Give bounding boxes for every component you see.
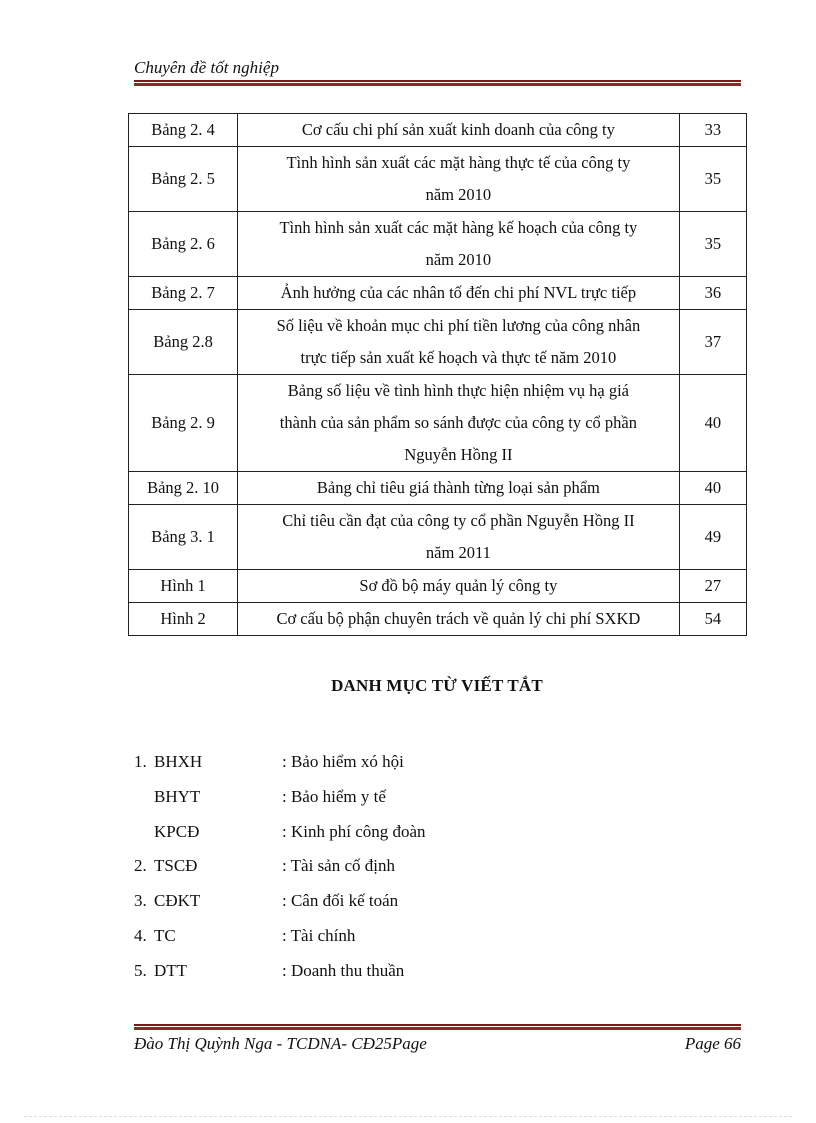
header-divider — [134, 80, 741, 86]
list-of-tables-body — [129, 114, 747, 636]
abbreviation-definition: : Doanh thu thuần — [282, 960, 405, 980]
abbreviation-number: 4. — [134, 925, 147, 945]
table-label-cell: Bảng 3. 1 — [129, 505, 238, 570]
abbreviation-definition: : Kinh phí công đoàn — [282, 821, 426, 841]
table-page-cell: 33 — [679, 114, 746, 147]
table-page-cell: 40 — [679, 375, 746, 472]
list-item — [134, 852, 534, 887]
table-label-cell: Bảng 2. 9 — [129, 375, 238, 472]
table-row — [129, 375, 747, 472]
list-of-tables — [128, 113, 747, 636]
abbreviations-title: DANH MỤC TỪ VIẾT TẮT — [331, 676, 543, 695]
table-label-cell: Bảng 2. 4 — [129, 114, 238, 147]
table-row — [129, 472, 747, 505]
table-title-line: Tình hình sản xuất các mặt hàng thực tế của công ty — [286, 153, 631, 172]
table-label-cell: Bảng 2. 7 — [129, 277, 238, 310]
page-header-title: Chuyên đề tốt nghiệp — [134, 58, 279, 77]
footer-divider — [134, 1024, 741, 1030]
abbreviation-number: 2. — [134, 856, 147, 876]
abbreviation-term: KPCĐ — [154, 821, 200, 841]
abbreviation-definition: : Tài sản cố định — [282, 856, 395, 876]
table-row — [129, 505, 747, 570]
table-title-line: Cơ cấu chi phí sản xuất kinh doanh của công ty — [301, 120, 615, 139]
table-page-cell: 49 — [679, 505, 746, 570]
list-item — [134, 887, 534, 922]
table-title-cell — [238, 212, 680, 277]
list-item — [134, 783, 534, 818]
abbreviation-number: 3. — [134, 891, 147, 911]
table-title-line: Chỉ tiêu cần đạt của công ty cổ phần Nguyễn Hồng II — [282, 511, 635, 530]
table-title-line: năm 2010 — [425, 185, 492, 204]
table-title-line: Bảng chỉ tiêu giá thành từng loại sản phẩm — [316, 478, 600, 497]
abbreviation-term: TC — [154, 925, 176, 945]
table-title-line: năm 2010 — [425, 250, 492, 269]
table-title-line: Bảng số liệu về tình hình thực hiện nhiệm vụ hạ giá — [287, 381, 629, 400]
table-title-cell — [238, 603, 680, 636]
footer-page-number: Page 66 — [684, 1034, 741, 1053]
table-title-cell — [238, 114, 680, 147]
table-page-cell: 35 — [679, 147, 746, 212]
table-title-line: thành của sản phẩm so sánh được của công ty cổ phần — [279, 413, 637, 432]
page-edge — [24, 1116, 792, 1117]
abbreviation-definition: : Cân đối kế toán — [282, 891, 399, 911]
table-page-cell: 37 — [679, 310, 746, 375]
table-row — [129, 147, 747, 212]
abbreviation-definition: : Tài chính — [282, 925, 356, 945]
table-page-cell: 27 — [679, 570, 746, 603]
table-row — [129, 603, 747, 636]
abbreviation-term: CĐKT — [154, 891, 201, 911]
abbreviation-term: BHYT — [154, 786, 201, 806]
table-title-cell — [238, 277, 680, 310]
table-label-cell: Hình 2 — [129, 603, 238, 636]
footer-author: Đào Thị Quỳnh Nga - TCDNA- CĐ25Page — [134, 1034, 427, 1053]
table-page-cell: 40 — [679, 472, 746, 505]
table-title-line: Ảnh hưởng của các nhân tố đến chi phí NVL trực tiếp — [280, 283, 637, 302]
abbreviation-term: BHXH — [154, 752, 203, 771]
table-page-cell: 36 — [679, 277, 746, 310]
abbreviation-definition: : Bảo hiểm xó hội — [282, 752, 404, 771]
abbreviation-term: DTT — [154, 960, 188, 980]
table-title-cell — [238, 472, 680, 505]
table-title-line: Nguyễn Hồng II — [404, 445, 513, 464]
abbreviation-term: TSCĐ — [154, 856, 198, 876]
table-row — [129, 570, 747, 603]
table-row — [129, 114, 747, 147]
table-row — [129, 212, 747, 277]
table-row — [129, 310, 747, 375]
table-label-cell: Bảng 2.8 — [129, 310, 238, 375]
table-label-cell: Bảng 2. 10 — [129, 472, 238, 505]
table-title-cell — [238, 147, 680, 212]
abbreviation-definition: : Bảo hiểm y tế — [282, 786, 386, 806]
table-title-line: năm 2011 — [425, 543, 491, 562]
table-label-cell: Bảng 2. 6 — [129, 212, 238, 277]
table-title-line: Sơ đồ bộ máy quản lý công ty — [359, 576, 558, 595]
table-title-line: Cơ cấu bộ phận chuyên trách về quản lý chi phí SXKD — [276, 609, 641, 628]
list-item — [134, 748, 534, 783]
list-item — [134, 818, 534, 853]
table-title-cell — [238, 505, 680, 570]
table-page-cell: 35 — [679, 212, 746, 277]
table-title-cell — [238, 310, 680, 375]
abbreviations-list — [134, 748, 534, 992]
table-page-cell: 54 — [679, 603, 746, 636]
table-title-cell — [238, 375, 680, 472]
table-row — [129, 277, 747, 310]
abbreviation-number: 1. — [134, 752, 147, 771]
abbreviation-number: 5. — [134, 960, 147, 980]
table-title-cell — [238, 570, 680, 603]
table-label-cell: Bảng 2. 5 — [129, 147, 238, 212]
list-item — [134, 922, 534, 957]
table-title-line: Số liệu về khoản mục chi phí tiền lương của công nhân — [276, 316, 641, 335]
table-title-line: trực tiếp sản xuất kế hoạch và thực tế năm 2010 — [300, 348, 617, 367]
table-title-line: Tình hình sản xuất các mặt hàng kế hoạch của công ty — [279, 218, 638, 237]
table-label-cell: Hình 1 — [129, 570, 238, 603]
list-item — [134, 957, 534, 992]
